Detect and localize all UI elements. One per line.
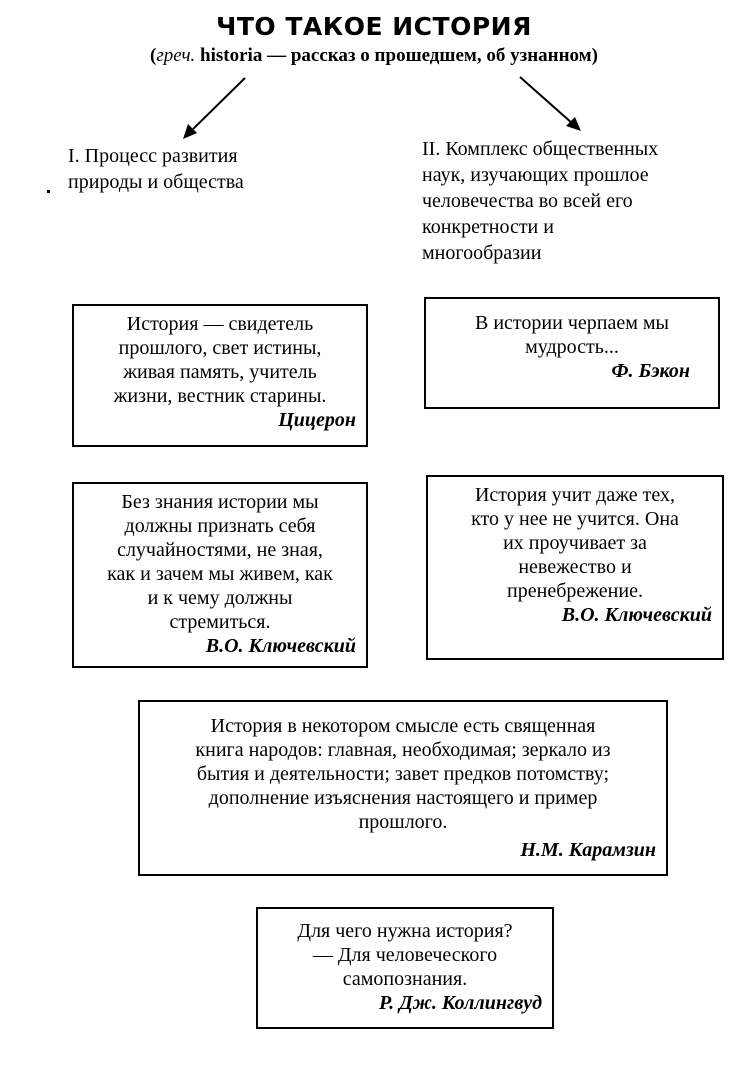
quote-line: и к чему должны — [147, 587, 293, 609]
quote-line: пренебрежение. — [507, 580, 643, 602]
quote-line: — Для человеческого — [312, 944, 498, 966]
quote-author: Ф. Бэкон — [611, 360, 690, 382]
quote-author: В.О. Ключевский — [205, 635, 356, 657]
quote-line: Без знания истории мы — [121, 491, 319, 513]
quote-line: как и зачем мы живем, как — [107, 563, 333, 585]
quote-author: Н.М. Карамзин — [520, 839, 656, 861]
quote-line: должны признать себя — [124, 515, 316, 537]
branch-2-line: многообразии — [422, 242, 542, 264]
quote-line: История учит даже тех, — [474, 484, 676, 506]
quote-box-karamzin — [138, 700, 668, 876]
quote-line: их проучивает за — [503, 532, 647, 554]
quote-line: живая память, учитель — [123, 361, 317, 383]
quote-line: случайностями, не зная, — [117, 539, 323, 561]
quote-line: Для чего нужна история? — [297, 920, 513, 942]
branch-1-line: I. Процесс развития — [68, 145, 238, 167]
quote-line: жизни, вестник старины. — [113, 385, 327, 407]
quote-author: Цицерон — [278, 409, 356, 431]
subtitle-abbr: греч. — [156, 45, 196, 66]
quote-line: стремиться. — [169, 611, 271, 633]
quote-line: История — свидетель — [126, 313, 314, 335]
diagram-subtitle: (греч. historia — рассказ о прошедшем, об узнанном) — [150, 45, 598, 66]
quote-line: прошлого. — [358, 811, 448, 833]
branch-2-line: наук, изучающих прошлое — [422, 164, 649, 186]
quote-box-klyuchevsky-2 — [426, 475, 724, 660]
quote-box-cicero — [72, 304, 368, 447]
quote-line: кто у нее не учится. Она — [471, 508, 679, 530]
branch-2-line: конкретности и — [422, 216, 554, 238]
quote-author: В.О. Ключевский — [561, 604, 712, 626]
quote-line: книга народов: главная, необходимая; зеркало из — [195, 739, 611, 761]
quote-box-klyuchevsky-1 — [72, 482, 368, 668]
branch-2 — [422, 136, 658, 266]
arrow-right — [520, 77, 573, 124]
quote-line: бытия и деятельности; завет предков потомству; — [196, 763, 610, 785]
quote-author: Р. Дж. Коллингвуд — [378, 992, 542, 1014]
quote-line: прошлого, свет истины, — [118, 337, 322, 359]
quote-line: дополнение изъяснения настоящего и пример — [208, 787, 598, 809]
quote-line: мудрость... — [525, 336, 619, 358]
quote-line: самопознания. — [342, 968, 468, 990]
quote-line: невежество и — [518, 556, 632, 578]
arrow-left — [190, 78, 245, 132]
branch-1-line: природы и общества — [68, 171, 244, 193]
quote-line: В истории черпаем мы — [475, 312, 669, 334]
branch-1 — [68, 143, 244, 195]
subtitle-text: historia — рассказ о прошедшем, об узнанном — [200, 45, 592, 66]
stray-dot — [47, 190, 50, 193]
quote-line: История в некотором смысле есть священная — [210, 715, 596, 737]
branch-2-line: человечества во всей его — [422, 190, 633, 212]
quote-box-collingwood — [256, 907, 554, 1029]
quote-box-bacon — [424, 297, 720, 409]
branch-2-line: II. Комплекс общественных — [422, 138, 659, 160]
diagram-title: ЧТО ТАКОЕ ИСТОРИЯ — [216, 12, 532, 41]
